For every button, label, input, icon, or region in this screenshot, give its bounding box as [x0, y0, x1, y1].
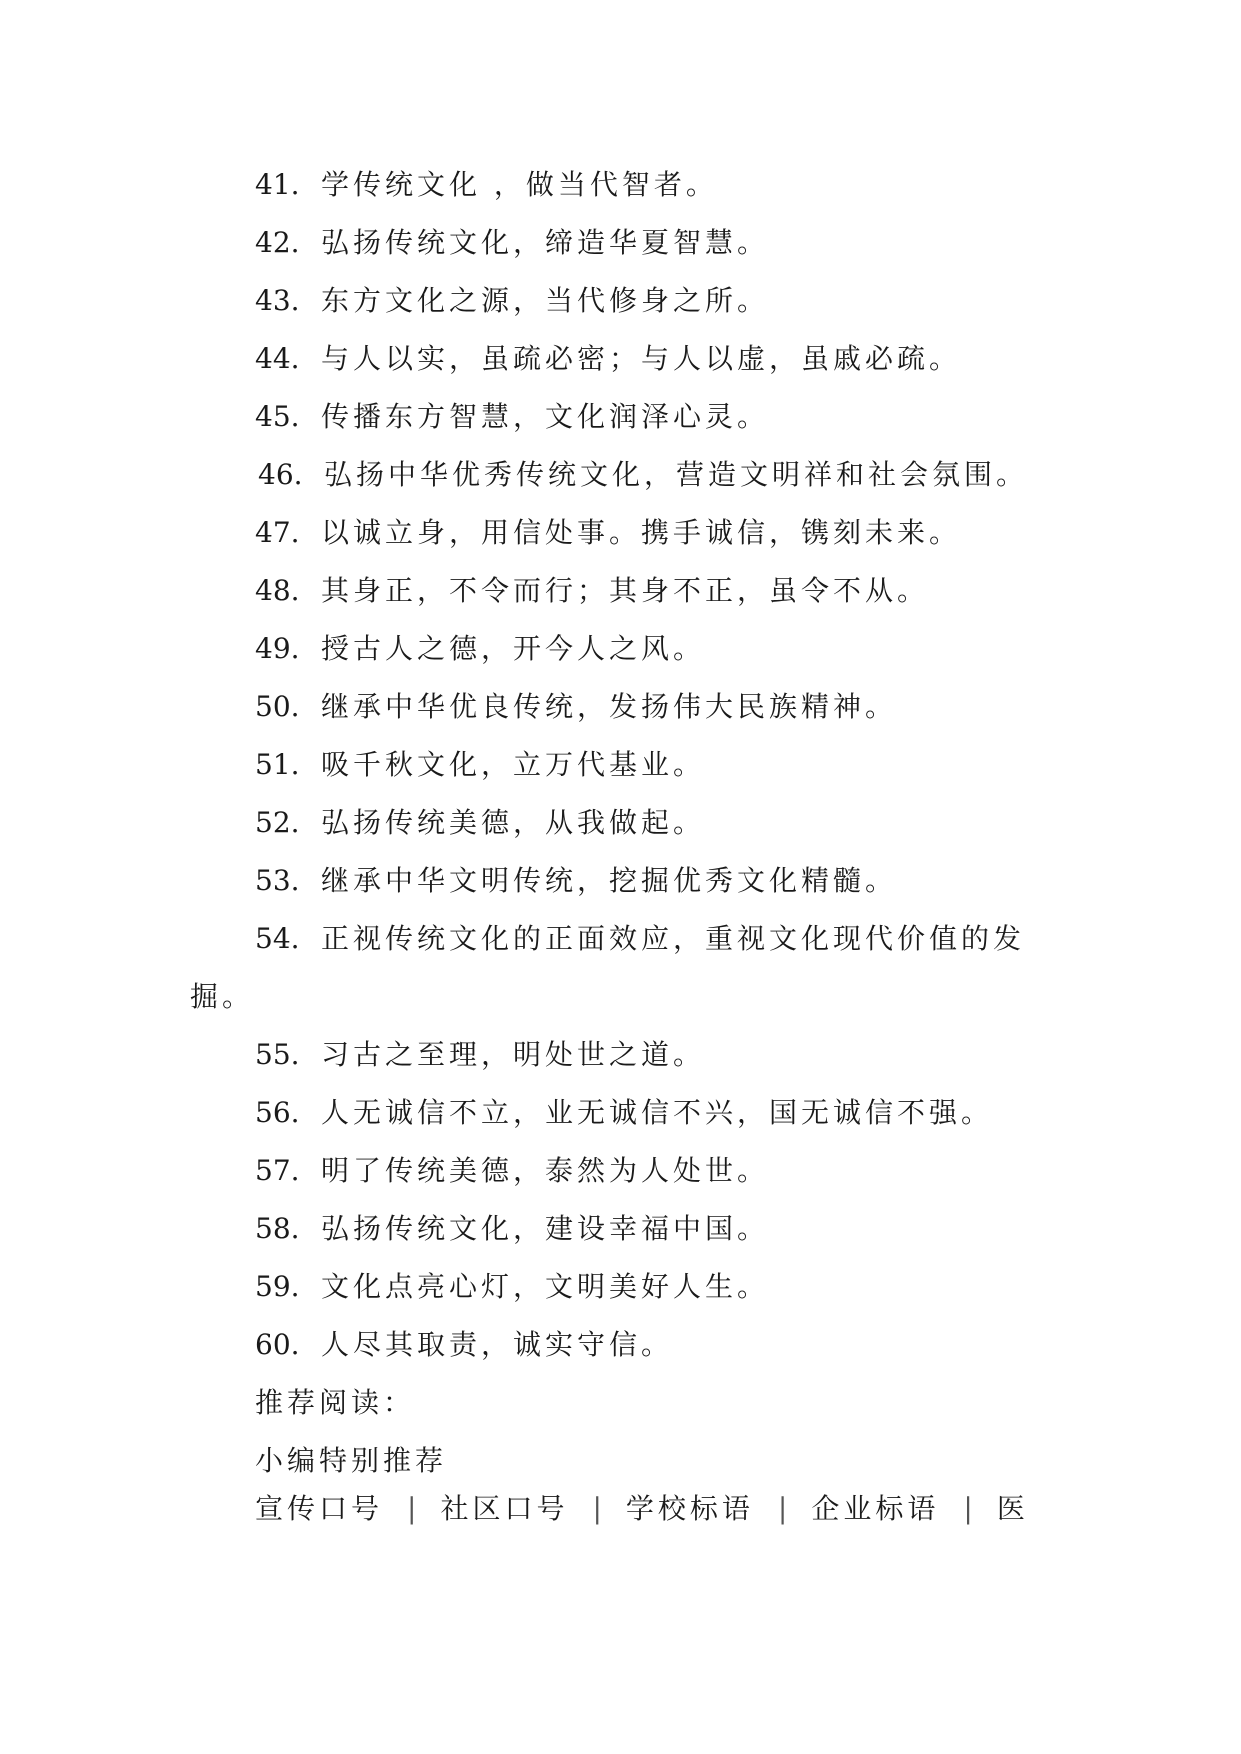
slogan-item	[255, 226, 769, 260]
item-number: 48.	[255, 574, 300, 607]
slogan-item	[255, 922, 1025, 956]
item-text: 弘扬传统美德，从我做起。	[321, 806, 706, 839]
item-number: 47.	[255, 516, 300, 549]
item-number: 57.	[255, 1154, 300, 1187]
link-separator: |	[407, 1492, 417, 1525]
item-number: 59.	[255, 1270, 300, 1303]
recommend-heading: 推荐阅读：	[255, 1386, 416, 1419]
item-text: 授古人之德，开今人之风。	[321, 632, 706, 665]
item-text: 学传统文化 ，做当代智者。	[321, 168, 718, 201]
link-promo-slogans[interactable]: 宣传口号	[255, 1492, 384, 1525]
slogan-item	[255, 1096, 993, 1130]
item-number: 52.	[255, 806, 300, 839]
item-text: 以诚立身，用信处事。携手诚信，镌刻未来。	[321, 516, 962, 549]
item-text: 与人以实，虽疏必密；与人以虚，虽戚必疏。	[321, 342, 962, 375]
item-text: 弘扬中华优秀传统文化，营造文明祥和社会氛围。	[324, 458, 1029, 491]
item-text: 继承中华优良传统，发扬伟大民族精神。	[321, 690, 898, 723]
slogan-item	[255, 1154, 769, 1188]
item-text: 东方文化之源，当代修身之所。	[321, 284, 770, 317]
slogan-item	[255, 574, 929, 608]
slogan-item	[258, 458, 1028, 492]
slogan-item	[255, 168, 718, 202]
link-community-slogans[interactable]: 社区口号	[440, 1492, 569, 1525]
link-company-slogans[interactable]: 企业标语	[811, 1492, 940, 1525]
item-number: 46.	[258, 458, 303, 491]
slogan-item	[255, 1212, 769, 1246]
link-medical-slogans[interactable]: 医	[996, 1492, 1029, 1525]
item-text: 正视传统文化的正面效应，重视文化现代价值的发	[321, 922, 1026, 955]
item-text: 弘扬传统文化，建设幸福中国。	[321, 1212, 770, 1245]
item-number: 53.	[255, 864, 300, 897]
slogan-item	[255, 632, 705, 666]
item-text: 人无诚信不立，业无诚信不兴，国无诚信不强。	[321, 1096, 994, 1129]
recommend-links	[255, 1492, 1029, 1526]
item-number: 55.	[255, 1038, 300, 1071]
item-number: 49.	[255, 632, 300, 665]
item-number: 45.	[255, 400, 300, 433]
slogan-item	[255, 400, 769, 434]
item-text: 人尽其取责，诚实守信。	[321, 1328, 674, 1361]
item-number: 42.	[255, 226, 300, 259]
item-number: 56.	[255, 1096, 300, 1129]
item-number: 51.	[255, 748, 300, 781]
item-text: 吸千秋文化，立万代基业。	[321, 748, 706, 781]
slogan-item	[255, 284, 769, 318]
slogan-item	[255, 748, 705, 782]
link-separator: |	[592, 1492, 602, 1525]
item-number: 58.	[255, 1212, 300, 1245]
item-number: 54.	[255, 922, 300, 955]
item-text-continuation: 掘。	[190, 980, 255, 1013]
item-text: 弘扬传统文化，缔造华夏智慧。	[321, 226, 770, 259]
link-school-slogans[interactable]: 学校标语	[625, 1492, 754, 1525]
slogan-item	[255, 690, 897, 724]
item-number: 50.	[255, 690, 300, 723]
item-text: 文化点亮心灯，文明美好人生。	[321, 1270, 770, 1303]
link-separator: |	[777, 1492, 788, 1525]
slogan-item	[255, 1038, 705, 1072]
item-text: 习古之至理，明处世之道。	[321, 1038, 706, 1071]
item-text: 明了传统美德，泰然为人处世。	[321, 1154, 770, 1187]
slogan-item	[255, 1328, 673, 1362]
item-number: 43.	[255, 284, 300, 317]
slogan-item	[255, 342, 961, 376]
item-text: 传播东方智慧，文化润泽心灵。	[321, 400, 770, 433]
slogan-item-continuation	[190, 980, 254, 1014]
slogan-item	[255, 1270, 769, 1304]
slogan-item	[255, 806, 705, 840]
item-number: 60.	[255, 1328, 300, 1361]
slogan-item	[255, 864, 897, 898]
item-number: 44.	[255, 342, 300, 375]
slogan-item	[255, 516, 961, 550]
item-text: 继承中华文明传统，挖掘优秀文化精髓。	[321, 864, 898, 897]
item-text: 其身正，不令而行；其身不正，虽令不从。	[321, 574, 930, 607]
item-number: 41.	[255, 168, 300, 201]
link-separator: |	[963, 1492, 973, 1525]
editor-pick-label: 小编特别推荐	[255, 1444, 448, 1477]
